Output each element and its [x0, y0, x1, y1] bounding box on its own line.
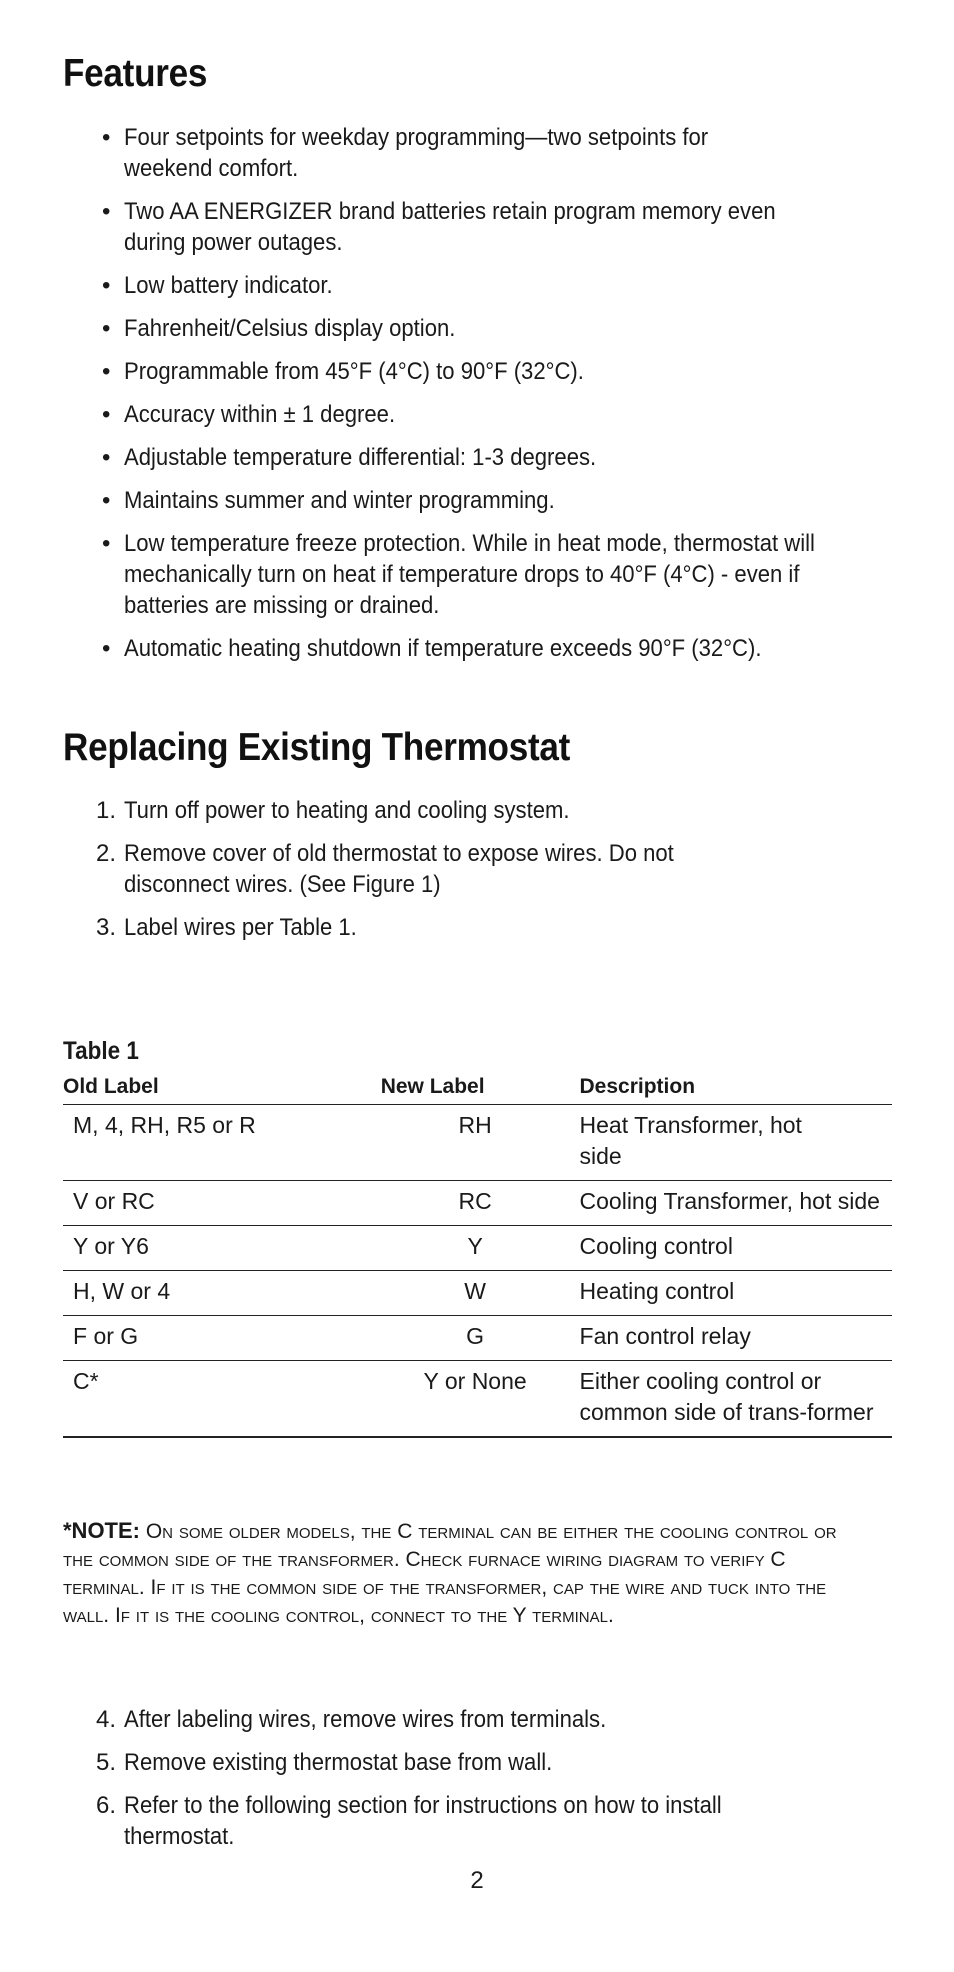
list-item: 6. Refer to the following section for instructions on how to install thermostat.: [96, 1792, 722, 1850]
table-row: [63, 1105, 892, 1181]
description-cell: Cooling control: [570, 1226, 892, 1271]
column-header-description: Description: [570, 1071, 892, 1105]
description-cell: Heating control: [570, 1271, 892, 1316]
table-row: [63, 1181, 892, 1226]
column-header-old-label: Old Label: [63, 1071, 381, 1105]
list-item: • Maintains summer and winter programming.: [102, 487, 555, 514]
table-row: [63, 1226, 892, 1271]
list-item: • Low battery indicator.: [102, 272, 333, 299]
list-item: • Low temperature freeze protection. While in heat mode, thermostat will mechanically turn on heat if temperature drops to 40°F (4°C) - even if batteries are missing or drained.: [102, 530, 815, 619]
replacing-steps-b: [0, 1704, 884, 1864]
list-item: 1. Turn off power to heating and cooling system.: [96, 797, 570, 824]
table-row: [63, 1361, 892, 1438]
description-cell: Either cooling control or common side of trans-former: [570, 1361, 892, 1438]
old-label-cell: C*: [63, 1361, 381, 1438]
old-label-cell: F or G: [63, 1316, 381, 1361]
list-item: 4. After labeling wires, remove wires from terminals.: [96, 1706, 607, 1733]
old-label-cell: Y or Y6: [63, 1226, 381, 1271]
new-label-cell: RC: [381, 1181, 570, 1226]
note-text: On some older models, the C terminal can be either the cooling control or the common side of the transformer. Check furnace wiring diagram to verify C terminal. If it is the common side of the transformer, cap the wire and tuck into the wall. If it is the cooling control, connect to the Y terminal.: [63, 1520, 837, 1627]
note-label: *NOTE:: [63, 1518, 140, 1543]
old-label-cell: H, W or 4: [63, 1271, 381, 1316]
list-item: 2. Remove cover of old thermostat to expose wires. Do not disconnect wires. (See Figure 1): [96, 840, 674, 898]
wiring-note: [63, 1517, 863, 1630]
new-label-cell: Y or None: [381, 1361, 570, 1438]
old-label-cell: M, 4, RH, R5 or R: [63, 1105, 381, 1181]
description-cell: Cooling Transformer, hot side: [570, 1181, 892, 1226]
replacing-steps-a: [0, 795, 884, 955]
replacing-heading: Replacing Existing Thermostat: [63, 726, 571, 769]
table-title: Table 1: [63, 1037, 139, 1065]
description-cell: Fan control relay: [570, 1316, 892, 1361]
list-item: • Fahrenheit/Celsius display option.: [102, 315, 456, 342]
new-label-cell: RH: [381, 1105, 570, 1181]
table-header-row: [63, 1071, 892, 1105]
table-row: [63, 1316, 892, 1361]
column-header-new-label: New Label: [381, 1071, 570, 1105]
features-list: [0, 122, 884, 676]
list-item: 5. Remove existing thermostat base from wall.: [96, 1749, 553, 1776]
list-item: 3. Label wires per Table 1.: [96, 914, 357, 941]
wire-label-table: [63, 1071, 892, 1438]
old-label-cell: V or RC: [63, 1181, 381, 1226]
page-number: 2: [470, 1867, 484, 1894]
list-item: • Automatic heating shutdown if temperature exceeds 90°F (32°C).: [102, 635, 762, 662]
new-label-cell: G: [381, 1316, 570, 1361]
new-label-cell: W: [381, 1271, 570, 1316]
list-item: • Programmable from 45°F (4°C) to 90°F (32°C).: [102, 358, 584, 385]
new-label-cell: Y: [381, 1226, 570, 1271]
list-item: • Adjustable temperature differential: 1-3 degrees.: [102, 444, 597, 471]
list-item: • Accuracy within ± 1 degree.: [102, 401, 396, 428]
description-cell: Heat Transformer, hot side: [570, 1105, 892, 1181]
table-row: [63, 1271, 892, 1316]
features-heading: Features: [63, 52, 208, 95]
list-item: • Two AA ENERGIZER brand batteries retain program memory even during power outages.: [102, 198, 776, 256]
list-item: • Four setpoints for weekday programming—two setpoints for weekend comfort.: [102, 124, 709, 182]
